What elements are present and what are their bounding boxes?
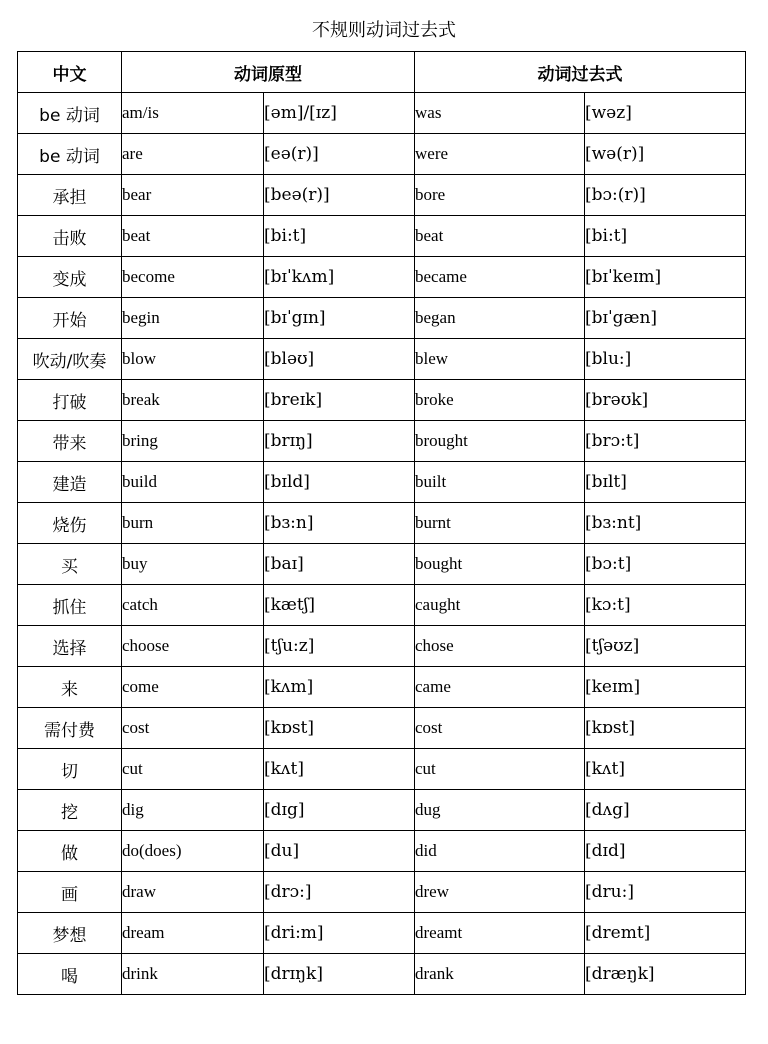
cell-base-phonetic: [tʃu:z]: [264, 626, 415, 667]
cell-past-tense: became: [415, 257, 585, 298]
table-row: [18, 872, 746, 913]
cell-past-phonetic: [bɜ:nt]: [585, 503, 746, 544]
cell-chinese: 画: [18, 872, 122, 913]
cell-base-form: bear: [122, 175, 264, 216]
cell-base-phonetic: [bɪld]: [264, 462, 415, 503]
cell-base-phonetic: [bləʊ]: [264, 339, 415, 380]
cell-chinese: 需付费: [18, 708, 122, 749]
cell-past-tense: bore: [415, 175, 585, 216]
cell-chinese: 切: [18, 749, 122, 790]
cell-chinese: 抓住: [18, 585, 122, 626]
cell-past-phonetic: [wə(r)]: [585, 134, 746, 175]
irregular-verbs-table: [17, 51, 746, 995]
cell-past-tense: caught: [415, 585, 585, 626]
cell-chinese: 喝: [18, 954, 122, 995]
table-row: [18, 708, 746, 749]
cell-past-phonetic: [bi:t]: [585, 216, 746, 257]
cell-past-tense: cut: [415, 749, 585, 790]
page-title: 不规则动词过去式: [312, 20, 456, 41]
table-row: [18, 749, 746, 790]
cell-past-tense: burnt: [415, 503, 585, 544]
table-row: [18, 790, 746, 831]
cell-past-tense: began: [415, 298, 585, 339]
cell-past-tense: cost: [415, 708, 585, 749]
cell-past-tense: drank: [415, 954, 585, 995]
table-row: [18, 831, 746, 872]
cell-past-phonetic: [kɒst]: [585, 708, 746, 749]
cell-base-phonetic: [brɪŋ]: [264, 421, 415, 462]
cell-past-phonetic: [blu:]: [585, 339, 746, 380]
table-row: [18, 667, 746, 708]
cell-base-phonetic: [əm]/[ɪz]: [264, 93, 415, 134]
cell-base-form: dig: [122, 790, 264, 831]
cell-base-phonetic: [drɔ:]: [264, 872, 415, 913]
cell-base-form: drink: [122, 954, 264, 995]
cell-base-phonetic: [drɪŋk]: [264, 954, 415, 995]
cell-past-phonetic: [tʃəʊz]: [585, 626, 746, 667]
cell-base-phonetic: [beə(r)]: [264, 175, 415, 216]
table-row: [18, 298, 746, 339]
cell-past-phonetic: [kɔ:t]: [585, 585, 746, 626]
cell-base-form: draw: [122, 872, 264, 913]
cell-past-tense: came: [415, 667, 585, 708]
table-row: [18, 585, 746, 626]
cell-past-tense: built: [415, 462, 585, 503]
table-row: [18, 954, 746, 995]
cell-base-form: bring: [122, 421, 264, 462]
table-row: [18, 257, 746, 298]
cell-base-form: buy: [122, 544, 264, 585]
cell-base-phonetic: [bɪˈgɪn]: [264, 298, 415, 339]
cell-chinese: 做: [18, 831, 122, 872]
cell-past-phonetic: [bɪlt]: [585, 462, 746, 503]
cell-base-phonetic: [dɪg]: [264, 790, 415, 831]
cell-base-form: cut: [122, 749, 264, 790]
cell-past-phonetic: [dʌg]: [585, 790, 746, 831]
table-row: [18, 134, 746, 175]
cell-past-tense: blew: [415, 339, 585, 380]
cell-base-phonetic: [bi:t]: [264, 216, 415, 257]
cell-base-phonetic: [eə(r)]: [264, 134, 415, 175]
cell-past-phonetic: [dru:]: [585, 872, 746, 913]
cell-chinese: 承担: [18, 175, 122, 216]
cell-past-phonetic: [wəz]: [585, 93, 746, 134]
cell-base-phonetic: [baɪ]: [264, 544, 415, 585]
cell-past-tense: dreamt: [415, 913, 585, 954]
cell-chinese: be 动词: [18, 134, 122, 175]
cell-past-tense: beat: [415, 216, 585, 257]
cell-chinese: 建造: [18, 462, 122, 503]
table-row: [18, 626, 746, 667]
cell-chinese: 打破: [18, 380, 122, 421]
table-row: [18, 913, 746, 954]
cell-past-tense: broke: [415, 380, 585, 421]
cell-base-form: catch: [122, 585, 264, 626]
cell-past-phonetic: [bɪˈgæn]: [585, 298, 746, 339]
cell-base-form: am/is: [122, 93, 264, 134]
cell-past-tense: drew: [415, 872, 585, 913]
cell-past-phonetic: [kʌt]: [585, 749, 746, 790]
cell-chinese: 梦想: [18, 913, 122, 954]
cell-chinese: 带来: [18, 421, 122, 462]
table-row: [18, 544, 746, 585]
table-row: [18, 216, 746, 257]
cell-chinese: 开始: [18, 298, 122, 339]
cell-past-tense: brought: [415, 421, 585, 462]
cell-chinese: 挖: [18, 790, 122, 831]
table-row: [18, 421, 746, 462]
cell-past-tense: were: [415, 134, 585, 175]
cell-base-phonetic: [kɒst]: [264, 708, 415, 749]
cell-base-phonetic: [du]: [264, 831, 415, 872]
cell-chinese: be 动词: [18, 93, 122, 134]
cell-base-form: break: [122, 380, 264, 421]
cell-base-phonetic: [kʌm]: [264, 667, 415, 708]
cell-base-form: choose: [122, 626, 264, 667]
cell-base-form: build: [122, 462, 264, 503]
cell-past-phonetic: [dɪd]: [585, 831, 746, 872]
cell-base-form: begin: [122, 298, 264, 339]
cell-base-form: blow: [122, 339, 264, 380]
cell-past-phonetic: [bɔ:t]: [585, 544, 746, 585]
cell-base-phonetic: [kætʃ]: [264, 585, 415, 626]
cell-chinese: 击败: [18, 216, 122, 257]
cell-base-phonetic: [bɜ:n]: [264, 503, 415, 544]
cell-chinese: 烧伤: [18, 503, 122, 544]
table-row: [18, 175, 746, 216]
cell-base-form: burn: [122, 503, 264, 544]
cell-past-phonetic: [dræŋk]: [585, 954, 746, 995]
cell-past-tense: bought: [415, 544, 585, 585]
cell-base-form: come: [122, 667, 264, 708]
cell-past-phonetic: [bɔ:(r)]: [585, 175, 746, 216]
cell-base-phonetic: [breɪk]: [264, 380, 415, 421]
cell-base-form: are: [122, 134, 264, 175]
cell-base-phonetic: [kʌt]: [264, 749, 415, 790]
table-row: [18, 380, 746, 421]
cell-base-phonetic: [bɪˈkʌm]: [264, 257, 415, 298]
cell-base-form: do(does): [122, 831, 264, 872]
cell-chinese: 选择: [18, 626, 122, 667]
cell-base-form: cost: [122, 708, 264, 749]
cell-past-tense: did: [415, 831, 585, 872]
cell-past-phonetic: [brɔ:t]: [585, 421, 746, 462]
cell-chinese: 来: [18, 667, 122, 708]
cell-base-form: dream: [122, 913, 264, 954]
cell-past-tense: dug: [415, 790, 585, 831]
cell-base-form: become: [122, 257, 264, 298]
table-row: [18, 93, 746, 134]
cell-past-phonetic: [bɪˈkeɪm]: [585, 257, 746, 298]
cell-base-form: beat: [122, 216, 264, 257]
table-row: [18, 503, 746, 544]
cell-past-phonetic: [keɪm]: [585, 667, 746, 708]
cell-chinese: 吹动/吹奏: [18, 339, 122, 380]
table-body: [18, 93, 746, 995]
table-row: [18, 462, 746, 503]
header-chinese: 中文: [18, 52, 122, 93]
header-past-tense: 动词过去式: [415, 52, 746, 93]
cell-past-tense: chose: [415, 626, 585, 667]
cell-past-tense: was: [415, 93, 585, 134]
cell-chinese: 变成: [18, 257, 122, 298]
cell-chinese: 买: [18, 544, 122, 585]
cell-past-phonetic: [brəʊk]: [585, 380, 746, 421]
header-row: [18, 52, 746, 93]
table-row: [18, 339, 746, 380]
header-base-form: 动词原型: [122, 52, 415, 93]
cell-past-phonetic: [dremt]: [585, 913, 746, 954]
cell-base-phonetic: [dri:m]: [264, 913, 415, 954]
